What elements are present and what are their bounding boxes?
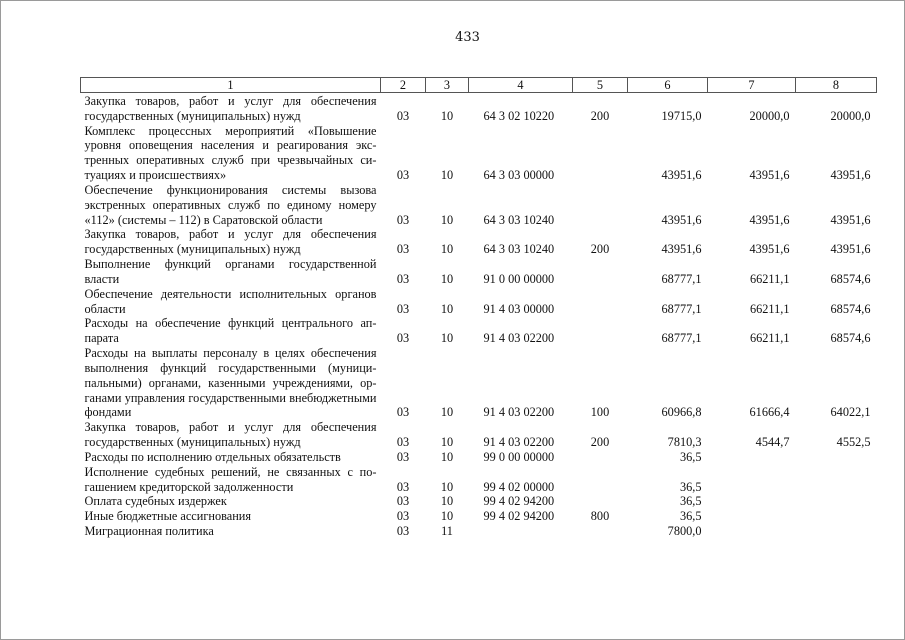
amount-col8: 64022,1	[830, 405, 871, 420]
subsection-code: 10	[440, 435, 454, 450]
table-row	[81, 465, 877, 495]
expense-type	[573, 450, 628, 465]
amount-col8	[796, 450, 877, 465]
amount-col6: 36,5	[679, 494, 702, 509]
table-row	[81, 124, 877, 183]
target-article: 91 4 03 02200	[483, 331, 555, 346]
table-row	[81, 524, 877, 539]
section-code: 03	[396, 479, 410, 494]
target-article: 64 3 03 00000	[483, 168, 555, 183]
amount-col6: 36,5	[679, 479, 702, 494]
column-header-5: 5	[573, 78, 628, 93]
subsection-code: 10	[440, 168, 454, 183]
column-header-4: 4	[469, 78, 573, 93]
table-row	[81, 93, 877, 124]
column-header-8: 8	[796, 78, 877, 93]
section-code: 03	[396, 435, 410, 450]
budget-table	[80, 77, 877, 539]
amount-col8: 68574,6	[830, 301, 871, 316]
expense-type	[573, 465, 628, 495]
section-code: 03	[396, 449, 410, 464]
amount-col6: 68777,1	[661, 271, 702, 286]
row-name: Обеспечение деятельности исполнительных органов области	[84, 286, 377, 316]
subsection-code: 10	[440, 242, 454, 257]
row-name: Расходы по исполнению отдельных обязательств	[84, 449, 341, 464]
row-name: Выполнение функций органами государственной власти	[84, 257, 377, 286]
section-code: 03	[396, 509, 410, 524]
row-name: Оплата судебных издержек	[84, 494, 227, 509]
row-name: Иные бюджетные ассигнования	[84, 509, 252, 524]
page-number: 433	[455, 30, 480, 45]
row-name: Закупка товаров, работ и услуг для обеспечения государственных (муниципальных) нужд	[84, 227, 377, 257]
target-article: 91 0 00 00000	[483, 271, 555, 286]
target-article: 64 3 02 10220	[483, 108, 555, 123]
amount-col6: 68777,1	[661, 301, 702, 316]
amount-col7: 66211,1	[749, 301, 790, 316]
row-name: Обеспечение функционирования системы вызова экстренных оперативных служб по единому номеру «112» (системы – 112) в Саратовской области	[84, 182, 377, 227]
row-name: Комплекс процессных мероприятий «Повышение уровня оповещения населения и реагирования экстренных оперативных служб при чрезвычайных ситуациях и происшествиях»	[84, 123, 377, 183]
column-header-2: 2	[381, 78, 426, 93]
section-code: 03	[396, 168, 410, 183]
section-code: 03	[396, 271, 410, 286]
amount-col8: 43951,6	[830, 242, 871, 257]
amount-col6: 43951,6	[661, 212, 702, 227]
table-row	[81, 227, 877, 257]
amount-col7: 66211,1	[749, 331, 790, 346]
expense-type	[573, 494, 628, 509]
subsection-code: 10	[440, 494, 454, 509]
amount-col8: 68574,6	[830, 331, 871, 346]
table-row	[81, 509, 877, 524]
table-row	[81, 494, 877, 509]
amount-col8: 43951,6	[830, 212, 871, 227]
expense-type: 800	[590, 509, 610, 524]
amount-col7: 66211,1	[749, 271, 790, 286]
amount-col6: 43951,6	[661, 168, 702, 183]
table-body	[81, 93, 877, 539]
subsection-code: 10	[440, 479, 454, 494]
expense-type: 200	[590, 242, 610, 257]
expense-type	[573, 316, 628, 346]
subsection-code: 10	[440, 301, 454, 316]
expense-type	[573, 183, 628, 227]
section-code: 03	[396, 331, 410, 346]
amount-col8: 4552,5	[836, 435, 871, 450]
amount-col8: 20000,0	[830, 108, 871, 123]
amount-col7: 43951,6	[749, 242, 790, 257]
subsection-code: 10	[440, 212, 454, 227]
target-article: 99 4 02 94200	[483, 509, 555, 524]
amount-col7	[708, 494, 796, 509]
row-name: Миграционная политика	[84, 524, 214, 539]
row-name: Расходы на обеспечение функций центрального аппарата	[84, 316, 377, 346]
row-name: Закупка товаров, работ и услуг для обеспечения государственных (муниципальных) нужд	[84, 94, 377, 123]
amount-col7: 43951,6	[749, 212, 790, 227]
amount-col7	[708, 465, 796, 495]
amount-col6: 7800,0	[667, 524, 702, 539]
expense-type	[573, 287, 628, 317]
section-code: 03	[396, 301, 410, 316]
amount-col6: 36,5	[679, 509, 702, 524]
amount-col6: 7810,3	[667, 435, 702, 450]
expense-type: 200	[590, 108, 610, 123]
subsection-code: 10	[440, 405, 454, 420]
target-article: 91 4 03 02200	[483, 405, 555, 420]
row-name: Закупка товаров, работ и услуг для обеспечения государственных (муниципальных) нужд	[84, 420, 377, 450]
subsection-code: 10	[440, 331, 454, 346]
table-row	[81, 346, 877, 420]
expense-type: 100	[590, 405, 610, 420]
amount-col7: 61666,4	[749, 405, 790, 420]
subsection-code: 10	[440, 108, 454, 123]
amount-col8	[796, 524, 877, 539]
amount-col6: 19715,0	[661, 108, 702, 123]
table-row	[81, 420, 877, 450]
column-header-1: 1	[81, 78, 381, 93]
target-article: 64 3 03 10240	[483, 242, 555, 257]
target-article: 91 4 03 00000	[483, 301, 555, 316]
subsection-code: 10	[440, 449, 454, 464]
target-article	[469, 524, 573, 539]
section-code: 03	[396, 405, 410, 420]
expense-type	[573, 524, 628, 539]
table-row	[81, 183, 877, 227]
table-row	[81, 257, 877, 287]
table-row	[81, 450, 877, 465]
section-code: 03	[396, 242, 410, 257]
subsection-code: 11	[441, 524, 453, 539]
amount-col6: 36,5	[679, 449, 702, 464]
amount-col8: 68574,6	[830, 271, 871, 286]
expense-type	[573, 257, 628, 287]
amount-col7: 43951,6	[749, 168, 790, 183]
amount-col6: 68777,1	[661, 331, 702, 346]
subsection-code: 10	[440, 271, 454, 286]
target-article: 99 4 02 94200	[483, 494, 555, 509]
amount-col7: 4544,7	[755, 435, 790, 450]
target-article: 99 4 02 00000	[483, 479, 555, 494]
section-code: 03	[396, 212, 410, 227]
expense-type: 200	[590, 435, 610, 450]
column-header-6: 6	[628, 78, 708, 93]
column-header-3: 3	[426, 78, 469, 93]
column-header-7: 7	[708, 78, 796, 93]
target-article: 99 0 00 00000	[483, 449, 555, 464]
amount-col6: 43951,6	[661, 242, 702, 257]
target-article: 91 4 03 02200	[483, 435, 555, 450]
amount-col8	[796, 465, 877, 495]
amount-col7	[708, 450, 796, 465]
amount-col6: 60966,8	[661, 405, 702, 420]
table-row	[81, 316, 877, 346]
section-code: 03	[396, 108, 410, 123]
row-name: Исполнение судебных решений, не связанных с погашением кредиторской задолженности	[84, 464, 377, 494]
amount-col8: 43951,6	[830, 168, 871, 183]
subsection-code: 10	[440, 509, 454, 524]
table-row	[81, 287, 877, 317]
amount-col7: 20000,0	[749, 108, 790, 123]
target-article: 64 3 03 10240	[483, 212, 555, 227]
row-name: Расходы на выплаты персоналу в целях обеспечения выполнения функций государственными (муниципальными) органами, казенными учреждениями, органами управления государственными внебюджетными фондами	[84, 346, 377, 420]
expense-type	[573, 124, 628, 183]
amount-col8	[796, 494, 877, 509]
section-code: 03	[396, 524, 410, 539]
amount-col7	[708, 524, 796, 539]
section-code: 03	[396, 494, 410, 509]
amount-col8	[796, 509, 877, 524]
header-row	[81, 78, 877, 93]
amount-col7	[708, 509, 796, 524]
